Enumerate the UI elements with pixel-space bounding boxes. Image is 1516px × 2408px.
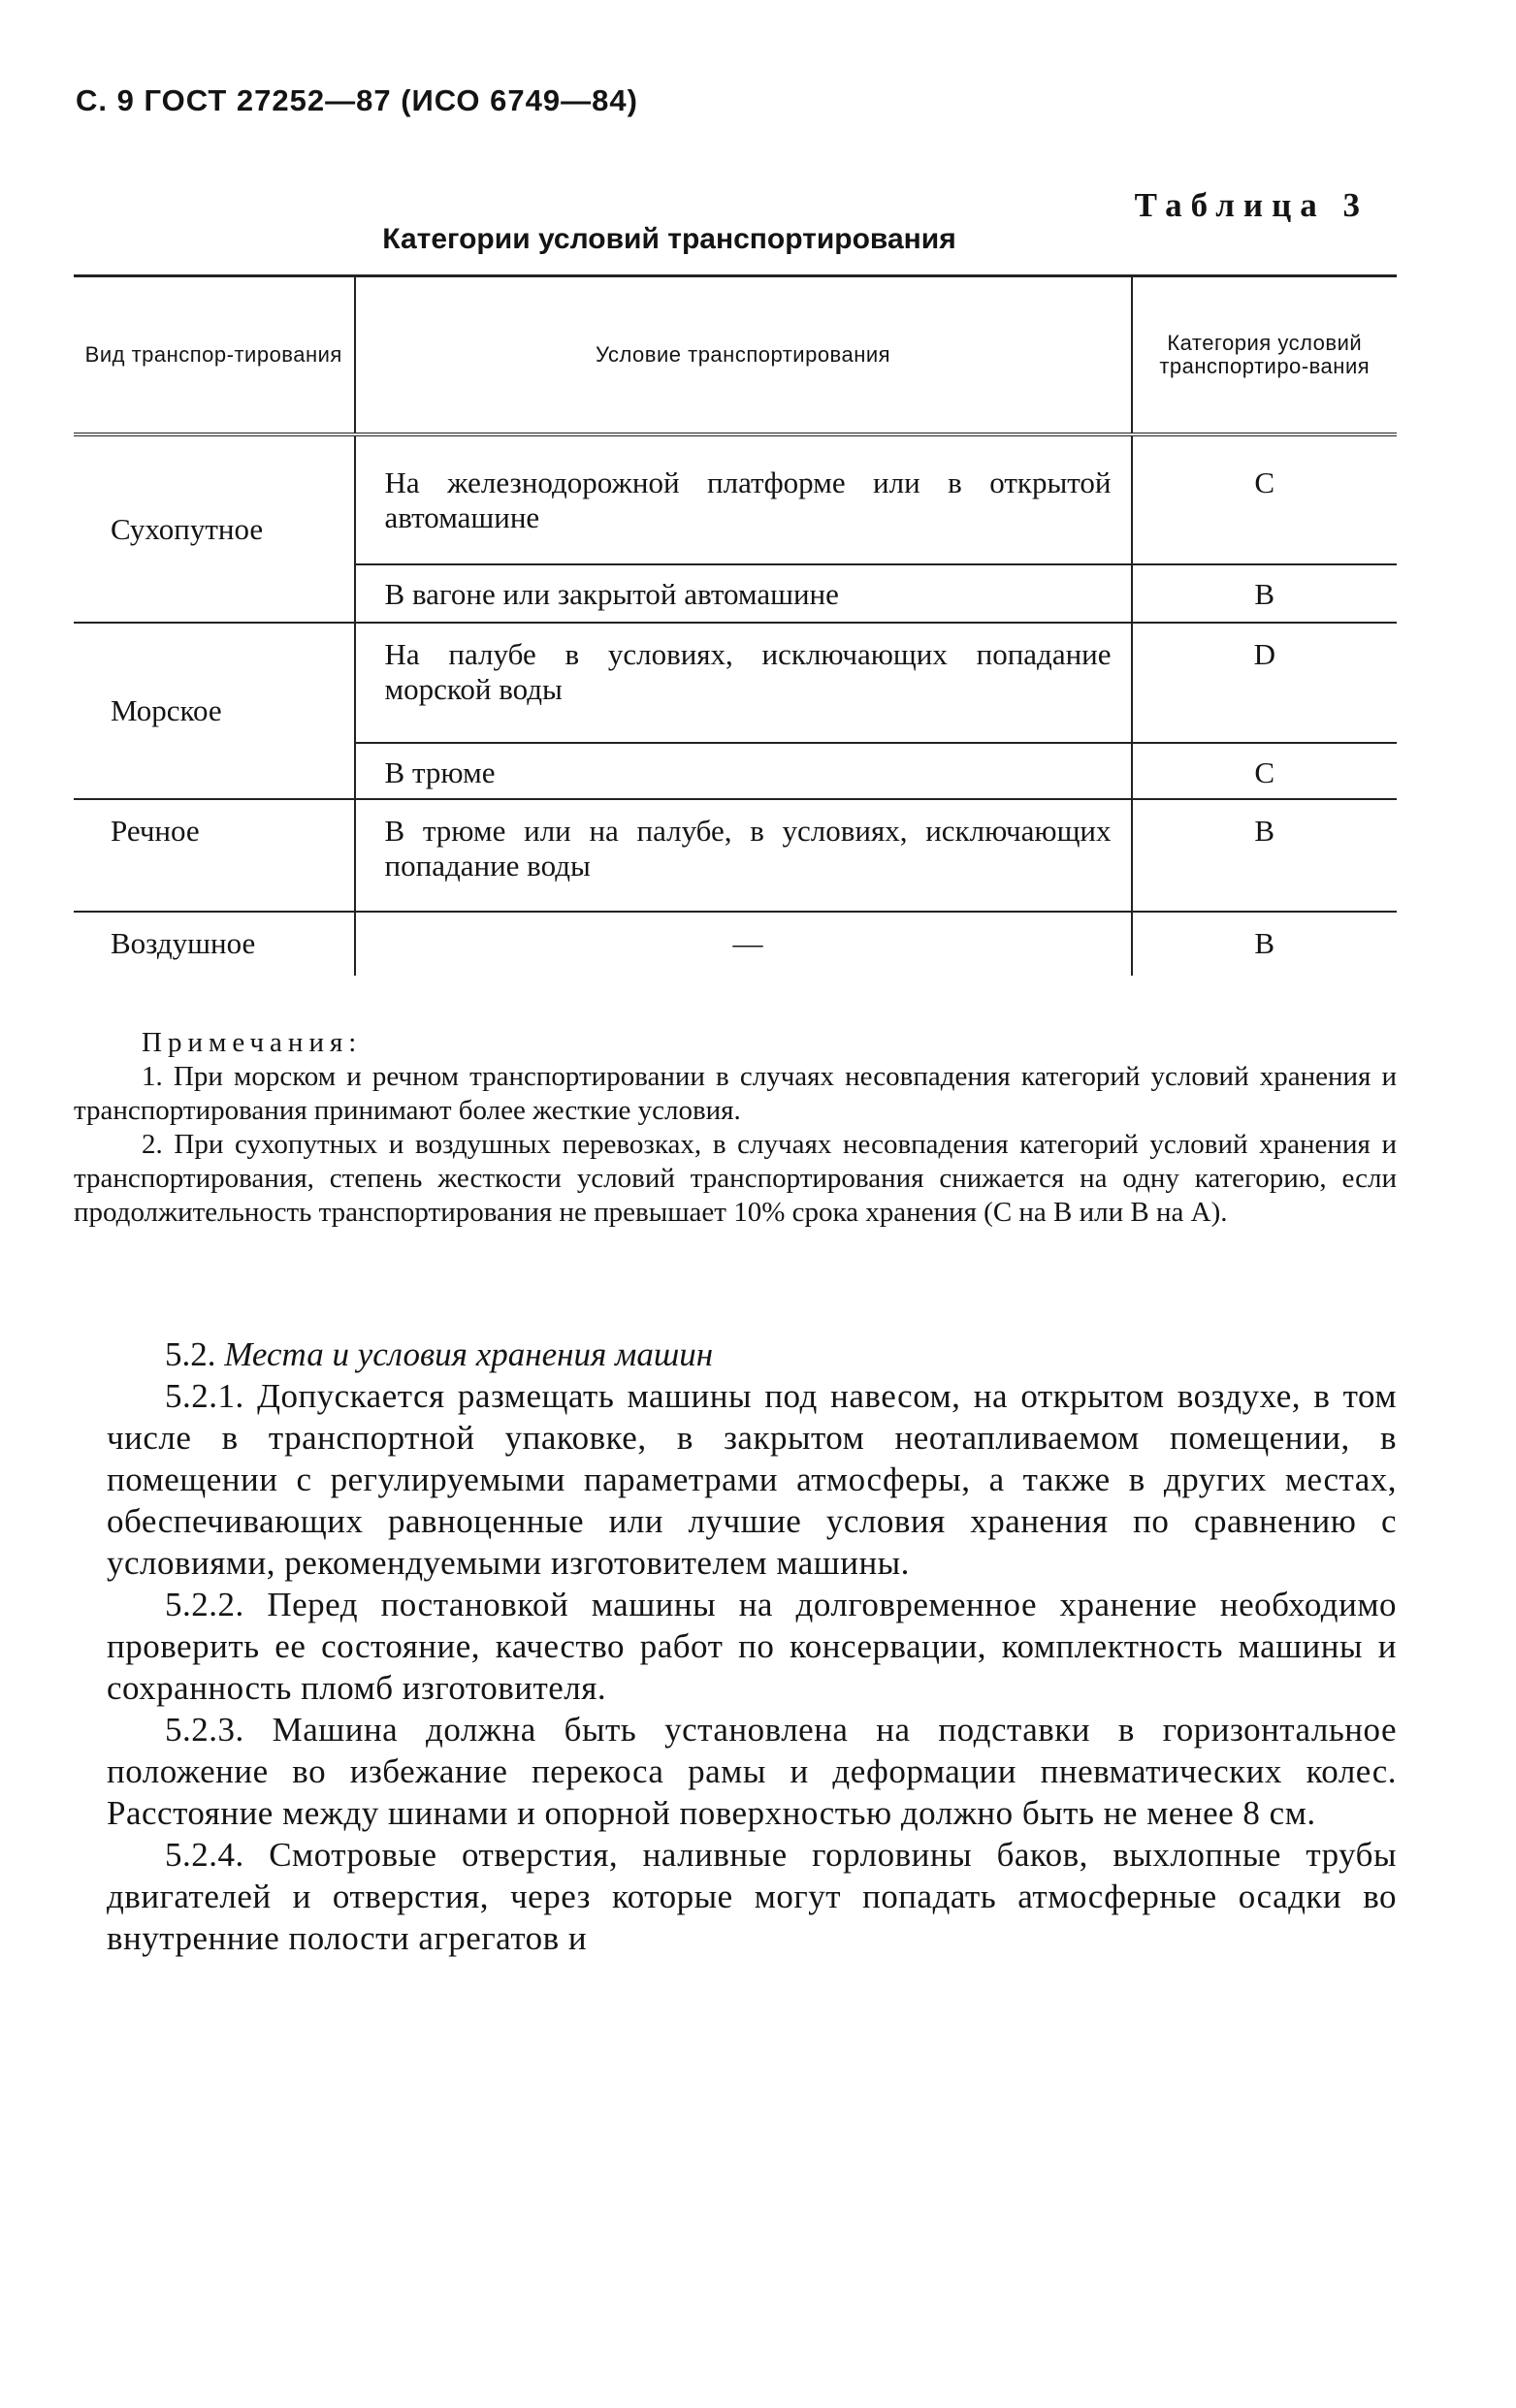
transport-type-cell: Воздушное xyxy=(111,926,256,960)
condition-cell: На палубе в условиях, исключающих попадание морской воды xyxy=(355,623,1132,743)
table-header-row xyxy=(74,276,1397,435)
paragraph: 5.2.1. Допускается размещать машины под навесом, на открытом воздухе, в том числе в транспортной упаковке, в закрытом неотапливаемом помещении, в помещении с регулируемыми параметрами атмосферы, а также в других местах, обеспечивающих равноценные или лучшие условия хранения по сравнению с условиями, рекомендуемыми изготовителем машины. xyxy=(107,1377,1397,1582)
category-cell: B xyxy=(1132,799,1397,912)
condition-cell: — xyxy=(355,912,1132,976)
page-header: С. 9 ГОСТ 27252—87 (ИСО 6749—84) xyxy=(76,83,638,117)
paragraph: 5.2.2. Перед постановкой машины на долговременное хранение необходимо проверить ее состояние, качество работ по консервации, комплектность машины и сохранность пломб изготовителя. xyxy=(107,1586,1397,1707)
column-header-condition: Условие транспортирования xyxy=(355,276,1132,435)
table-number: Таблица 3 xyxy=(1134,186,1369,224)
category-cell: B xyxy=(1132,564,1397,623)
category-cell: C xyxy=(1132,743,1397,799)
column-header-transport-type: Вид транспор-тирования xyxy=(74,276,355,435)
paragraph: 5.2.4. Смотровые отверстия, наливные горловины баков, выхлопные трубы двигателей и отверстия, через которые могут попадать атмосферные осадки во внутренние полости агрегатов и xyxy=(107,1836,1397,1957)
condition-cell: В трюме xyxy=(355,743,1132,799)
notes-title: Примечания: xyxy=(142,1027,363,1058)
table-title: Категории условий транспортирования xyxy=(382,223,956,255)
category-cell: C xyxy=(1132,434,1397,564)
table-row xyxy=(74,623,1397,743)
section-title: Места и условия хранения машин xyxy=(224,1335,714,1373)
transport-type-cell: Речное xyxy=(74,799,355,912)
note-item: 2. При сухопутных и воздушных перевозках, в случаях несовпадения категорий условий хранения и транспортирования, степень жесткости условий транспортирования снижается на одну категорию, если продолжительность транспортирования не превышает 10% срока хранения (С на В или В на А). xyxy=(74,1129,1397,1228)
transport-type-cell: Морское xyxy=(74,623,355,799)
column-header-category: Категория условий транспортиро-вания xyxy=(1132,276,1397,435)
condition-cell: В трюме или на палубе, в условиях, исключающих попадание воды xyxy=(355,799,1132,912)
condition-cell: В вагоне или закрытой автомашине xyxy=(355,564,1132,623)
paragraph: 5.2.3. Машина должна быть установлена на подставки в горизонтальное положение во избежание перекоса рамы и деформации пневматических колес. Расстояние между шинами и опорной поверхностью должно быть не менее 8 см. xyxy=(107,1711,1397,1832)
note-item: 1. При морском и речном транспортировании в случаях несовпадения категорий условий хранения и транспортирования принимают более жесткие условия. xyxy=(74,1061,1397,1126)
condition-cell: На железнодорожной платформе или в открытой автомашине xyxy=(355,434,1132,564)
section-number: 5.2. xyxy=(165,1335,216,1373)
category-cell: D xyxy=(1132,623,1397,743)
table-row xyxy=(74,912,1397,976)
table-row xyxy=(74,799,1397,912)
category-cell: B xyxy=(1254,926,1275,960)
table-row xyxy=(74,434,1397,564)
transport-type-cell: Сухопутное xyxy=(74,434,355,623)
table-notes xyxy=(74,1026,1397,1230)
section-body xyxy=(107,1333,1397,1959)
transport-categories-table xyxy=(74,274,1397,976)
section-heading xyxy=(107,1333,1397,1375)
